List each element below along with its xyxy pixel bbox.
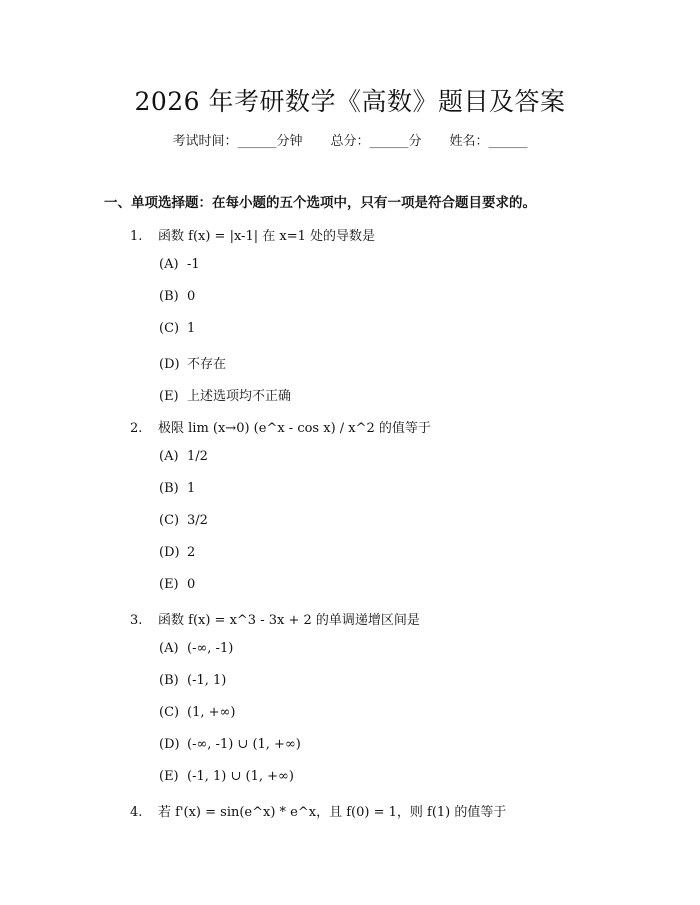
option-label: (E) bbox=[159, 389, 179, 404]
name-field: 姓名：______ bbox=[449, 134, 528, 149]
option-c bbox=[159, 513, 208, 528]
option-label: (C) bbox=[159, 705, 180, 720]
option-b bbox=[159, 289, 195, 304]
question-text: 极限 lim (x→0) (e^x - cos x) / x^2 的值等于 bbox=[158, 421, 431, 436]
option-e bbox=[159, 769, 294, 784]
question-number: 4. bbox=[130, 805, 143, 820]
option-label: (A) bbox=[159, 641, 179, 656]
question-2 bbox=[130, 417, 431, 436]
option-label: (E) bbox=[159, 769, 179, 784]
question-text: 函数 f(x) = |x-1| 在 x=1 处的导数是 bbox=[158, 229, 375, 244]
option-e bbox=[159, 577, 195, 592]
exam-time-field: 考试时间：______分钟 bbox=[172, 134, 303, 149]
option-a bbox=[159, 641, 233, 656]
option-text: 2 bbox=[187, 545, 196, 560]
option-label: (B) bbox=[159, 481, 179, 496]
option-c bbox=[159, 321, 195, 336]
option-text: -1 bbox=[187, 257, 200, 272]
option-d bbox=[159, 545, 195, 560]
option-a bbox=[159, 449, 208, 464]
option-text: 3/2 bbox=[187, 513, 208, 528]
option-label: (E) bbox=[159, 577, 179, 592]
option-text: (-1, 1) ∪ (1, +∞) bbox=[187, 769, 294, 784]
option-label: (D) bbox=[159, 357, 180, 372]
option-label: (D) bbox=[159, 737, 180, 752]
question-text: 若 f'(x) = sin(e^x) * e^x，且 f(0) = 1，则 f(1) 的值等于 bbox=[158, 805, 507, 820]
question-number: 1. bbox=[130, 229, 143, 244]
option-text: 1/2 bbox=[187, 449, 208, 464]
option-d bbox=[159, 737, 301, 752]
option-text: 0 bbox=[187, 577, 196, 592]
option-label: (B) bbox=[159, 673, 179, 688]
option-b bbox=[159, 481, 195, 496]
option-text: 不存在 bbox=[187, 357, 227, 372]
question-4 bbox=[130, 801, 506, 820]
question-3 bbox=[130, 609, 420, 628]
option-e bbox=[159, 385, 291, 404]
exam-meta bbox=[0, 130, 700, 149]
option-text: (-∞, -1) ∪ (1, +∞) bbox=[187, 737, 301, 752]
section-heading: 一、单项选择题：在每小题的五个选项中，只有一项是符合题目要求的。 bbox=[104, 195, 536, 211]
option-c bbox=[159, 705, 235, 720]
page-title: 2026 年考研数学《高数》题目及答案 bbox=[134, 87, 566, 116]
option-text: 1 bbox=[187, 321, 196, 336]
option-text: (-∞, -1) bbox=[187, 641, 234, 656]
question-1 bbox=[130, 225, 375, 244]
option-d bbox=[159, 353, 226, 372]
option-text: (1, +∞) bbox=[187, 705, 236, 720]
option-a bbox=[159, 257, 200, 272]
question-number: 2. bbox=[130, 421, 143, 436]
question-text: 函数 f(x) = x^3 - 3x + 2 的单调递增区间是 bbox=[158, 613, 420, 628]
option-label: (B) bbox=[159, 289, 179, 304]
question-number: 3. bbox=[130, 613, 143, 628]
option-label: (D) bbox=[159, 545, 180, 560]
option-text: 上述选项均不正确 bbox=[187, 389, 292, 404]
option-label: (C) bbox=[159, 513, 180, 528]
option-label: (A) bbox=[159, 257, 179, 272]
total-score-field: 总分：______分 bbox=[330, 134, 422, 149]
option-text: 1 bbox=[187, 481, 196, 496]
option-b bbox=[159, 673, 226, 688]
option-label: (A) bbox=[159, 449, 179, 464]
option-text: 0 bbox=[187, 289, 196, 304]
option-text: (-1, 1) bbox=[187, 673, 227, 688]
option-label: (C) bbox=[159, 321, 180, 336]
